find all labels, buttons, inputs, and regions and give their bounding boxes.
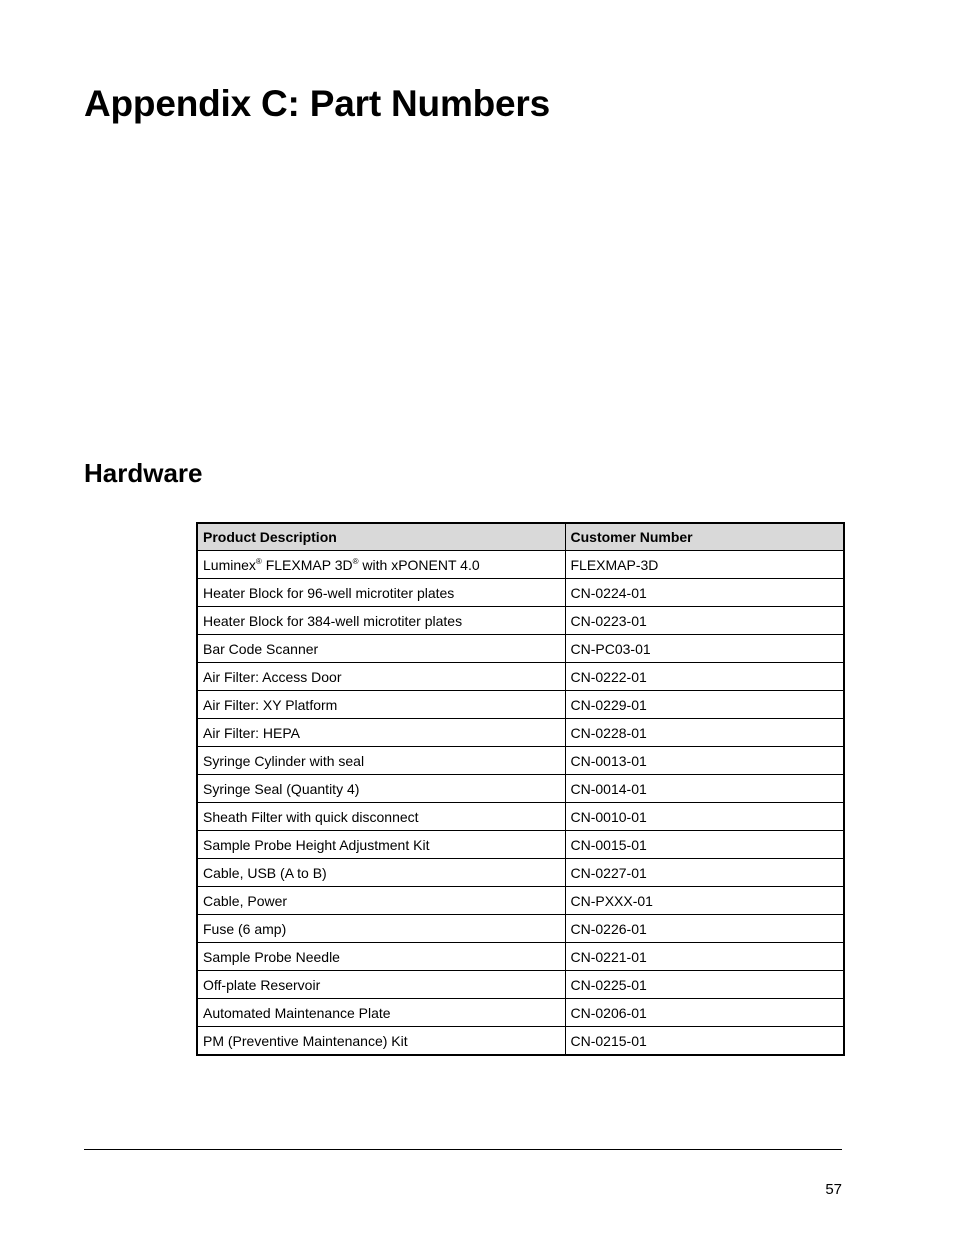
section-heading-hardware: Hardware [84,458,203,488]
table-row [197,999,844,1027]
product-description-cell: Bar Code Scanner [197,635,565,663]
table-row [197,663,844,691]
customer-number-cell: CN-PXXX-01 [565,887,844,915]
customer-number-cell: CN-0226-01 [565,915,844,943]
product-description-cell: Automated Maintenance Plate [197,999,565,1027]
customer-number-cell: CN-0221-01 [565,943,844,971]
customer-number-cell: CN-0013-01 [565,747,844,775]
customer-number-cell: FLEXMAP-3D [565,551,844,579]
product-name: FLEXMAP 3D [261,556,353,573]
table-row [197,747,844,775]
customer-number-cell: CN-0014-01 [565,775,844,803]
footer-rule [84,1149,842,1150]
customer-number-cell: CN-0229-01 [565,691,844,719]
table-row [197,887,844,915]
product-description-cell: PM (Preventive Maintenance) Kit [197,1027,565,1056]
customer-number-cell: CN-0228-01 [565,719,844,747]
customer-number-cell: CN-0225-01 [565,971,844,999]
product-description-cell: Cable, USB (A to B) [197,859,565,887]
registered-mark: ® [352,556,359,566]
table-row [197,971,844,999]
table-row [197,719,844,747]
brand-name: Luminex [203,556,256,573]
customer-number-cell: CN-0222-01 [565,663,844,691]
page-number: 57 [825,1181,842,1198]
customer-number-cell: CN-0227-01 [565,859,844,887]
table-body [197,551,844,1056]
table-row [197,831,844,859]
product-description-cell: Sample Probe Needle [197,943,565,971]
product-description-cell: Heater Block for 96-well microtiter plates [197,579,565,607]
table-row [197,859,844,887]
product-description-cell: Cable, Power [197,887,565,915]
column-header-customer-number: Customer Number [565,523,844,551]
product-description-cell: Fuse (6 amp) [197,915,565,943]
table-row [197,1027,844,1056]
product-description-cell [197,551,565,579]
product-description-cell: Off-plate Reservoir [197,971,565,999]
table-row [197,579,844,607]
table-row [197,607,844,635]
table-row [197,551,844,579]
part-numbers-table [196,522,845,1056]
product-description-cell: Syringe Cylinder with seal [197,747,565,775]
customer-number-cell: CN-0215-01 [565,1027,844,1056]
table-row [197,803,844,831]
table-row [197,635,844,663]
customer-number-cell: CN-0015-01 [565,831,844,859]
table-row [197,943,844,971]
registered-mark: ® [255,556,262,566]
product-description-cell: Air Filter: XY Platform [197,691,565,719]
product-description-cell: Air Filter: Access Door [197,663,565,691]
customer-number-cell: CN-0206-01 [565,999,844,1027]
page-title: Appendix C: Part Numbers [84,83,550,124]
table-row [197,691,844,719]
product-description-cell: Sheath Filter with quick disconnect [197,803,565,831]
table-row [197,775,844,803]
product-description-cell: Syringe Seal (Quantity 4) [197,775,565,803]
product-description-cell: Sample Probe Height Adjustment Kit [197,831,565,859]
customer-number-cell: CN-0223-01 [565,607,844,635]
table-header-row [197,523,844,551]
column-header-product-description: Product Description [197,523,565,551]
customer-number-cell: CN-0010-01 [565,803,844,831]
table-row [197,915,844,943]
customer-number-cell: CN-PC03-01 [565,635,844,663]
product-description-cell: Air Filter: HEPA [197,719,565,747]
product-suffix: with xPONENT 4.0 [358,556,480,573]
customer-number-cell: CN-0224-01 [565,579,844,607]
product-description-cell: Heater Block for 384-well microtiter plates [197,607,565,635]
